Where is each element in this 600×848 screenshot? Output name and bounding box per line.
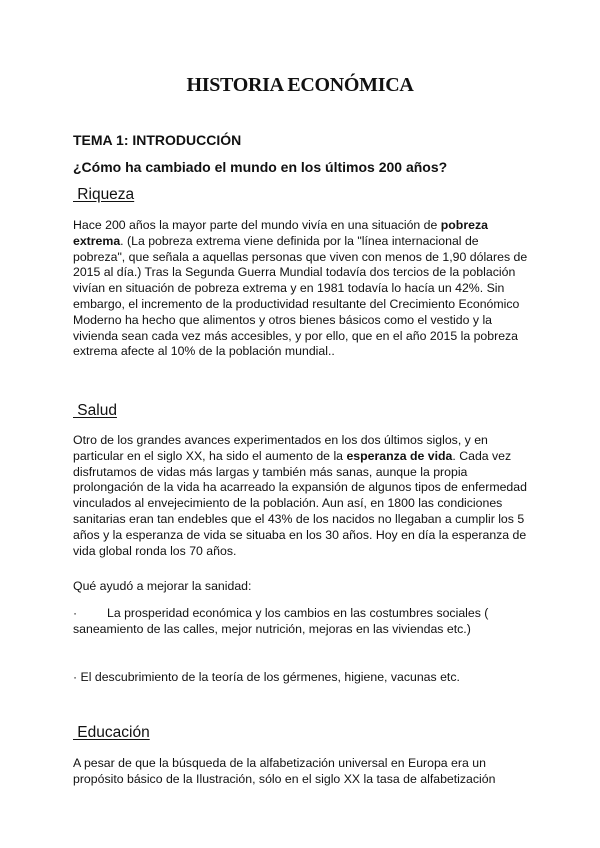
riqueza-text-b: . (La pobreza extrema viene definida por la "línea internacional de pobreza", que señala a aquellas personas que viven con menos de 1,90 dólares de 2015 al día.) Tras la Segunda Guerra Mundial todavía dos tercios de la población vivían en situación de pobreza extrema y en 1981 todavía lo hacía un 42%. Sin embargo, el incremento de la productividad resultante del Crecimiento Económico Moderno ha hecho que alimentos y otros bienes básicos como el vestido y la vivienda sean cada vez más accesibles, y por ello, que en el año 2015 la pobreza extrema afecte al 10% de la población mundial.. <box>73 233 528 359</box>
document-title: HISTORIA ECONÓMICA <box>186 74 414 96</box>
list-item-text: El descubrimiento de la teoría de los gérmenes, higiene, vacunas etc. <box>80 670 460 684</box>
bullet-dot: · <box>73 606 78 620</box>
salud-bold-term: esperanza de vida <box>346 448 453 463</box>
riqueza-bold-term: pobreza extrema <box>73 218 488 248</box>
topic-heading: TEMA 1: INTRODUCCIÓN <box>73 132 242 148</box>
section-heading-educacion: Educación <box>73 724 150 741</box>
list-item <box>73 606 529 638</box>
educacion-paragraph: A pesar de que la búsqueda de la alfabetización universal en Europa era un propósito básico de la Ilustración, sólo en el siglo XX la tasa de alfabetización <box>73 756 496 786</box>
salud-paragraph <box>73 433 529 559</box>
riqueza-text-a: Hace 200 años la mayor parte del mundo vivía en una situación de <box>73 218 441 232</box>
bullet-dot: · <box>73 670 78 684</box>
section-heading-riqueza: Riqueza <box>73 186 135 203</box>
list-item <box>73 670 529 686</box>
salud-text-b: . Cada vez disfrutamos de vidas más largas y también más sanas, aunque la propia prolongación de la vida ha acarreado la expansión de algunos tipos de enfermedad vinculados al envejecimiento de la población. Aun así, en 1800 las condiciones sanitarias eran tan endebles que el 43% de los nacidos no llegaban a cumplir los 5 años y la esperanza de vida se situaba en los 30 años. Hoy en día la esperanza de vida global ronda los 70 años. <box>73 448 527 558</box>
salud-text-a: Otro de los grandes avances experimentados en los dos últimos siglos, y en particular en el siglo XX, ha sido el aumento de la <box>73 433 488 463</box>
list-item-text: La prosperidad económica y los cambios en las costumbres sociales ( saneamiento de las calles, mejor nutrición, mejoras en las viviendas etc.) <box>73 606 489 636</box>
question-heading: ¿Cómo ha cambiado el mundo en los últimos 200 años? <box>73 159 448 175</box>
salud-intro: Qué ayudó a mejorar la sanidad: <box>73 579 252 593</box>
section-heading-salud: Salud <box>73 402 117 419</box>
riqueza-paragraph <box>73 218 529 360</box>
